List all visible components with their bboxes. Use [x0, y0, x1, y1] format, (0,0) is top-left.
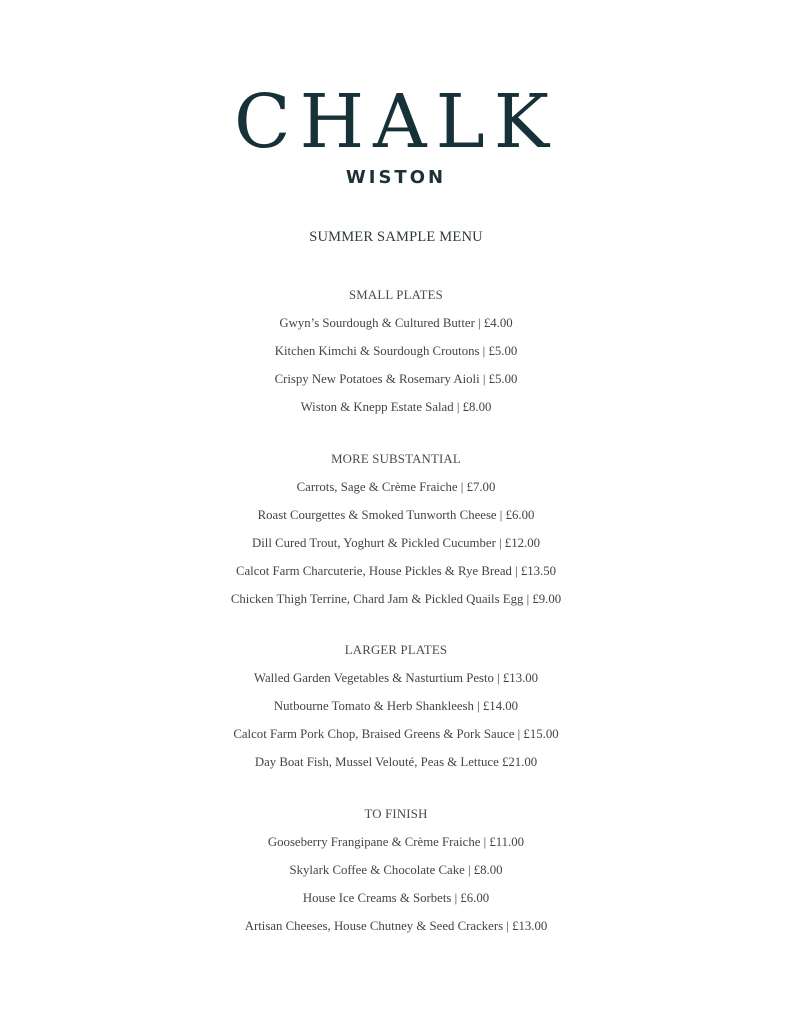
menu-title: SUMMER SAMPLE MENU [309, 229, 483, 245]
section-heading: SMALL PLATES [348, 288, 443, 302]
menu-item: Crispy New Potatoes & Rosemary Aioli | £5.00 [274, 372, 518, 386]
menu-item: Kitchen Kimchi & Sourdough Croutons | £5.00 [274, 344, 518, 358]
menu-item: Nutbourne Tomato & Herb Shankleesh | £14.00 [273, 699, 519, 713]
menu-item: Calcot Farm Charcuterie, House Pickles & Rye Bread | £13.50 [235, 564, 557, 578]
menu-item: Wiston & Knepp Estate Salad | £8.00 [300, 400, 492, 414]
menu-item: Gwyn’s Sourdough & Cultured Butter | £4.00 [279, 316, 513, 330]
menu-item: Chicken Thigh Terrine, Chard Jam & Pickled Quails Egg | £9.00 [230, 592, 562, 606]
section-heading: MORE SUBSTANTIAL [331, 452, 461, 466]
menu-item: Artisan Cheeses, House Chutney & Seed Crackers | £13.00 [244, 919, 548, 933]
section-heading: TO FINISH [364, 807, 428, 821]
menu-item: Carrots, Sage & Crème Fraiche | £7.00 [296, 480, 496, 494]
menu-item-list [0, 478, 792, 618]
menu-item-list [0, 669, 792, 781]
brand-subtitle: WISTON [345, 167, 447, 188]
menu-item: Gooseberry Frangipane & Crème Fraiche | £11.00 [267, 835, 525, 849]
section-more-substantial [0, 450, 792, 618]
section-to-finish [0, 805, 792, 945]
section-small-plates [0, 286, 792, 426]
menu-item-list [0, 833, 792, 945]
menu-item: Skylark Coffee & Chocolate Cake | £8.00 [289, 863, 503, 877]
section-larger-plates [0, 641, 792, 781]
menu-item: House Ice Creams & Sorbets | £6.00 [302, 891, 490, 905]
menu-item: Day Boat Fish, Mussel Velouté, Peas & Lettuce £21.00 [254, 755, 538, 769]
brand-logo: CHALK [233, 79, 559, 165]
menu-item: Roast Courgettes & Smoked Tunworth Cheese | £6.00 [257, 508, 535, 522]
menu-item: Calcot Farm Pork Chop, Braised Greens & Pork Sauce | £15.00 [233, 727, 559, 741]
menu-item: Walled Garden Vegetables & Nasturtium Pesto | £13.00 [253, 671, 539, 685]
section-heading: LARGER PLATES [344, 643, 448, 657]
menu-item-list [0, 314, 792, 426]
menu-item: Dill Cured Trout, Yoghurt & Pickled Cucumber | £12.00 [251, 536, 541, 550]
